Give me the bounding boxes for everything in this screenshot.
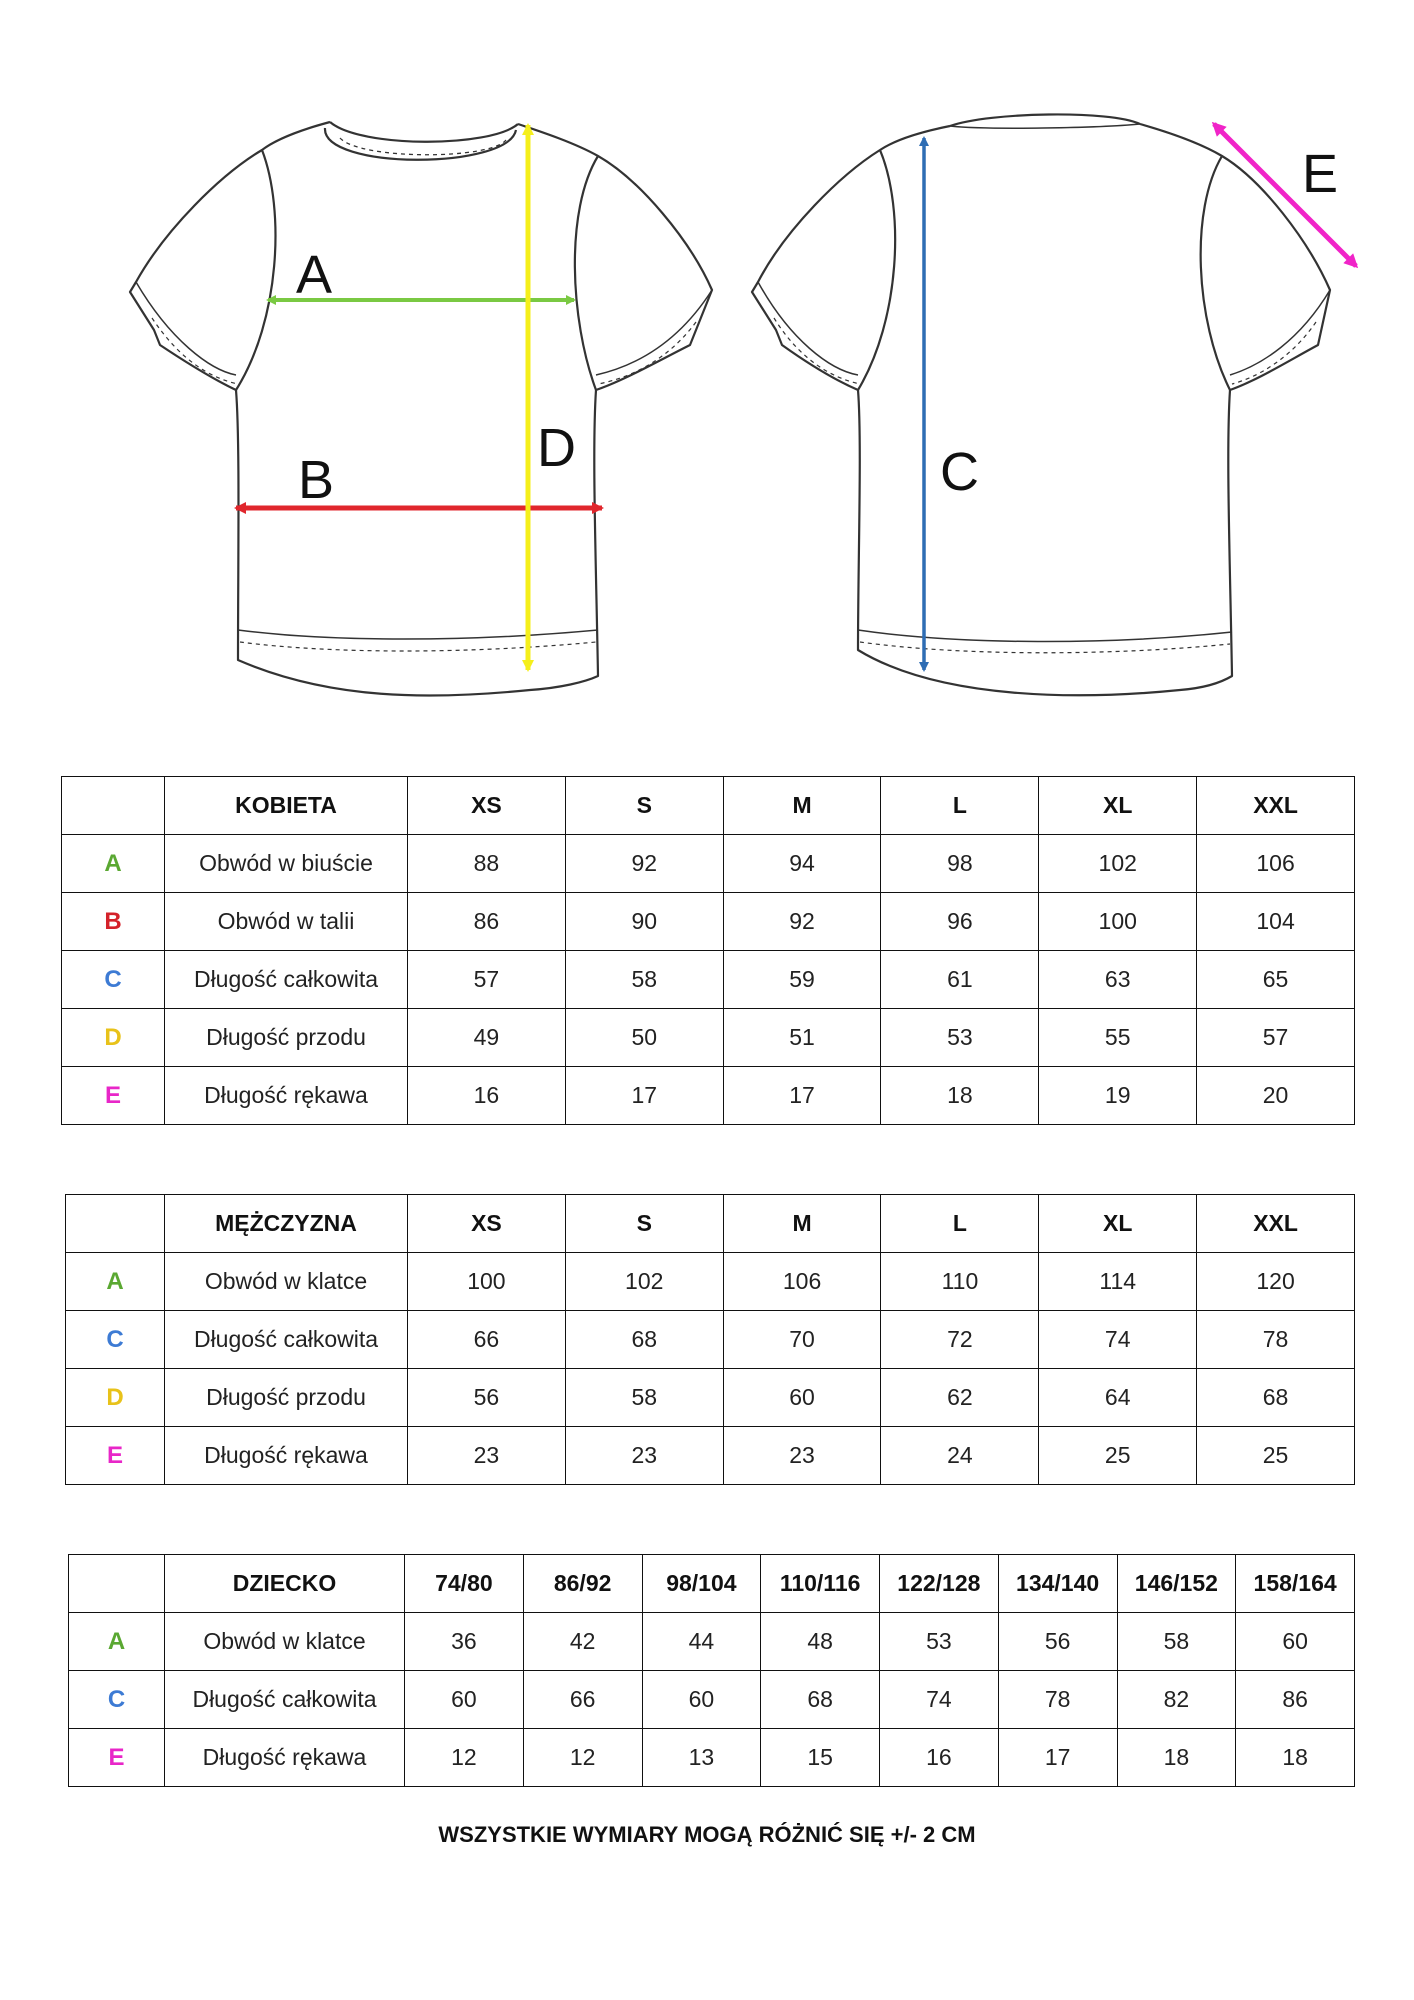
measurement-value: 57 xyxy=(408,951,566,1009)
tshirt-front-outline xyxy=(130,122,712,696)
measurement-code: C xyxy=(66,1311,165,1369)
measurement-value: 106 xyxy=(1197,835,1355,893)
header-group-title: DZIECKO xyxy=(165,1555,405,1613)
measurement-name: Długość całkowita xyxy=(165,951,408,1009)
measurement-code: E xyxy=(62,1067,165,1125)
header-size: 158/164 xyxy=(1236,1555,1355,1613)
measurement-value: 44 xyxy=(642,1613,761,1671)
measurement-value: 58 xyxy=(565,951,723,1009)
measurement-value: 78 xyxy=(998,1671,1117,1729)
measurement-code: C xyxy=(62,951,165,1009)
measurement-value: 86 xyxy=(408,893,566,951)
measurement-name: Długość przodu xyxy=(165,1369,408,1427)
measurement-code: E xyxy=(69,1729,165,1787)
measurement-value: 68 xyxy=(565,1311,723,1369)
header-size: 98/104 xyxy=(642,1555,761,1613)
measurement-value: 66 xyxy=(523,1671,642,1729)
measurement-value: 70 xyxy=(723,1311,881,1369)
measurement-value: 60 xyxy=(642,1671,761,1729)
measurement-name: Obwód w klatce xyxy=(165,1613,405,1671)
measurement-code: A xyxy=(66,1253,165,1311)
header-size: S xyxy=(565,1195,723,1253)
measurement-value: 60 xyxy=(405,1671,524,1729)
measurement-value: 100 xyxy=(408,1253,566,1311)
label-d: D xyxy=(537,418,576,478)
header-size: M xyxy=(723,1195,881,1253)
measurement-value: 13 xyxy=(642,1729,761,1787)
header-size: 134/140 xyxy=(998,1555,1117,1613)
header-size: XL xyxy=(1039,1195,1197,1253)
label-c: C xyxy=(940,442,979,502)
measurement-value: 57 xyxy=(1197,1009,1355,1067)
label-a: A xyxy=(296,245,333,305)
measurement-value: 19 xyxy=(1039,1067,1197,1125)
measurement-value: 16 xyxy=(408,1067,566,1125)
measurement-value: 55 xyxy=(1039,1009,1197,1067)
measurement-value: 25 xyxy=(1039,1427,1197,1485)
measurement-name: Długość rękawa xyxy=(165,1427,408,1485)
table-row xyxy=(66,1311,1355,1369)
measurement-value: 18 xyxy=(1117,1729,1236,1787)
measurement-code: A xyxy=(69,1613,165,1671)
measurement-value: 25 xyxy=(1197,1427,1355,1485)
measurement-value: 58 xyxy=(565,1369,723,1427)
measurement-value: 15 xyxy=(761,1729,880,1787)
measurement-value: 72 xyxy=(881,1311,1039,1369)
table-row xyxy=(62,1009,1355,1067)
measurement-name: Długość całkowita xyxy=(165,1311,408,1369)
men-size-table xyxy=(65,1194,1355,1485)
header-size: XXL xyxy=(1197,1195,1355,1253)
measurement-value: 12 xyxy=(405,1729,524,1787)
measurement-value: 59 xyxy=(723,951,881,1009)
measurement-value: 106 xyxy=(723,1253,881,1311)
measurement-value: 58 xyxy=(1117,1613,1236,1671)
measurement-value: 42 xyxy=(523,1613,642,1671)
measurement-value: 65 xyxy=(1197,951,1355,1009)
table-row xyxy=(66,1369,1355,1427)
measurement-value: 56 xyxy=(998,1613,1117,1671)
measurement-value: 98 xyxy=(881,835,1039,893)
measurement-value: 114 xyxy=(1039,1253,1197,1311)
header-size: XL xyxy=(1039,777,1197,835)
header-size: 122/128 xyxy=(880,1555,999,1613)
table-row xyxy=(69,1613,1355,1671)
header-size: 146/152 xyxy=(1117,1555,1236,1613)
header-size: L xyxy=(881,1195,1039,1253)
measurement-name: Długość całkowita xyxy=(165,1671,405,1729)
measurement-value: 100 xyxy=(1039,893,1197,951)
header-size: 86/92 xyxy=(523,1555,642,1613)
measurement-value: 23 xyxy=(408,1427,566,1485)
measurement-value: 23 xyxy=(723,1427,881,1485)
measurement-value: 102 xyxy=(1039,835,1197,893)
measurement-value: 53 xyxy=(881,1009,1039,1067)
kids-size-table xyxy=(68,1554,1355,1787)
measurement-value: 96 xyxy=(881,893,1039,951)
measurement-value: 56 xyxy=(408,1369,566,1427)
measurement-code: D xyxy=(66,1369,165,1427)
measurement-value: 94 xyxy=(723,835,881,893)
women-size-table xyxy=(61,776,1355,1125)
measurement-value: 18 xyxy=(1236,1729,1355,1787)
measurement-name: Obwód w biuście xyxy=(165,835,408,893)
measurement-value: 74 xyxy=(880,1671,999,1729)
table-row xyxy=(66,1427,1355,1485)
measurement-value: 120 xyxy=(1197,1253,1355,1311)
measurement-code: E xyxy=(66,1427,165,1485)
measurement-value: 60 xyxy=(723,1369,881,1427)
header-size: L xyxy=(881,777,1039,835)
header-size: 74/80 xyxy=(405,1555,524,1613)
measurement-value: 49 xyxy=(408,1009,566,1067)
measurement-value: 82 xyxy=(1117,1671,1236,1729)
table-row xyxy=(69,1729,1355,1787)
table-row xyxy=(62,951,1355,1009)
header-size: XS xyxy=(408,1195,566,1253)
measurement-value: 92 xyxy=(565,835,723,893)
header-empty-cell xyxy=(66,1195,165,1253)
header-row xyxy=(69,1555,1355,1613)
measurement-name: Długość rękawa xyxy=(165,1067,408,1125)
measurement-value: 64 xyxy=(1039,1369,1197,1427)
measurement-code: C xyxy=(69,1671,165,1729)
measurement-value: 88 xyxy=(408,835,566,893)
measurement-value: 36 xyxy=(405,1613,524,1671)
measurement-name: Obwód w klatce xyxy=(165,1253,408,1311)
measurement-value: 66 xyxy=(408,1311,566,1369)
table-row xyxy=(62,1067,1355,1125)
measurement-value: 12 xyxy=(523,1729,642,1787)
measurement-value: 53 xyxy=(880,1613,999,1671)
measurement-tolerance-note: WSZYSTKIE WYMIARY MOGĄ RÓŻNIĆ SIĘ +/- 2 CM xyxy=(438,1822,976,1847)
header-size: S xyxy=(565,777,723,835)
tshirt-back-outline xyxy=(752,114,1330,695)
measurement-value: 17 xyxy=(998,1729,1117,1787)
measurement-value: 17 xyxy=(723,1067,881,1125)
measurement-value: 50 xyxy=(565,1009,723,1067)
measurement-value: 90 xyxy=(565,893,723,951)
table-row xyxy=(66,1253,1355,1311)
header-empty-cell xyxy=(69,1555,165,1613)
tshirt-measurement-diagram xyxy=(0,0,1414,720)
header-row xyxy=(66,1195,1355,1253)
measurement-value: 60 xyxy=(1236,1613,1355,1671)
measurement-value: 62 xyxy=(881,1369,1039,1427)
measurement-name: Obwód w talii xyxy=(165,893,408,951)
label-b: B xyxy=(298,450,335,510)
label-e: E xyxy=(1302,144,1339,204)
measurement-name: Długość rękawa xyxy=(165,1729,405,1787)
measurement-value: 86 xyxy=(1236,1671,1355,1729)
table-row xyxy=(62,835,1355,893)
header-size: XS xyxy=(408,777,566,835)
measurement-value: 104 xyxy=(1197,893,1355,951)
measurement-value: 92 xyxy=(723,893,881,951)
header-row xyxy=(62,777,1355,835)
table-row xyxy=(62,893,1355,951)
measurement-value: 51 xyxy=(723,1009,881,1067)
measurement-value: 63 xyxy=(1039,951,1197,1009)
measurement-code: A xyxy=(62,835,165,893)
measurement-value: 18 xyxy=(881,1067,1039,1125)
measurement-value: 23 xyxy=(565,1427,723,1485)
measurement-value: 74 xyxy=(1039,1311,1197,1369)
header-group-title: MĘŻCZYZNA xyxy=(165,1195,408,1253)
measurement-value: 20 xyxy=(1197,1067,1355,1125)
measurement-value: 68 xyxy=(761,1671,880,1729)
header-size: 110/116 xyxy=(761,1555,880,1613)
measurement-value: 17 xyxy=(565,1067,723,1125)
measurement-code: D xyxy=(62,1009,165,1067)
header-size: M xyxy=(723,777,881,835)
measurement-value: 68 xyxy=(1197,1369,1355,1427)
measurement-value: 78 xyxy=(1197,1311,1355,1369)
table-row xyxy=(69,1671,1355,1729)
measurement-value: 102 xyxy=(565,1253,723,1311)
measurement-name: Długość przodu xyxy=(165,1009,408,1067)
measurement-value: 48 xyxy=(761,1613,880,1671)
measurement-value: 110 xyxy=(881,1253,1039,1311)
header-size: XXL xyxy=(1197,777,1355,835)
measurement-value: 24 xyxy=(881,1427,1039,1485)
measurement-value: 16 xyxy=(880,1729,999,1787)
header-group-title: KOBIETA xyxy=(165,777,408,835)
measurement-value: 61 xyxy=(881,951,1039,1009)
measurement-code: B xyxy=(62,893,165,951)
header-empty-cell xyxy=(62,777,165,835)
